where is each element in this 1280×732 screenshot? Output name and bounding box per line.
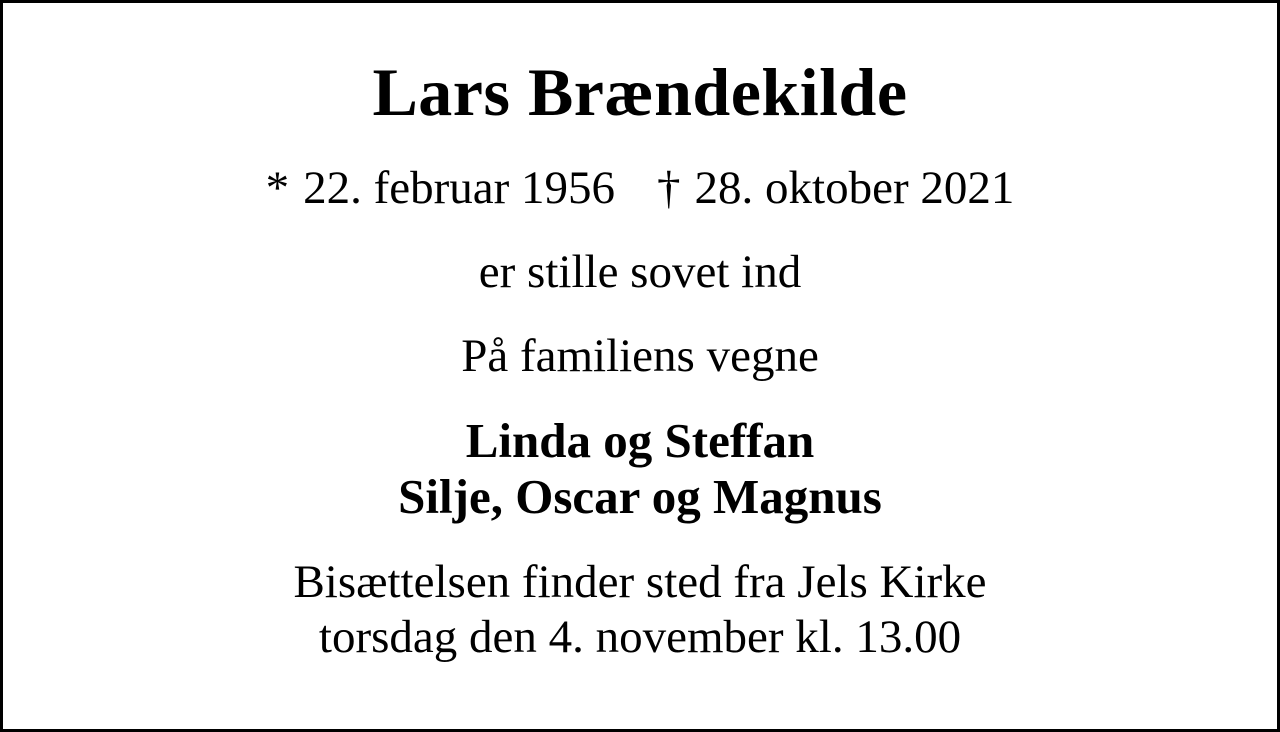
birth-date-text: 22. februar 1956: [303, 162, 616, 214]
epitaph-line: er stille sovet ind: [478, 246, 802, 298]
death-cross-icon: †: [657, 162, 681, 214]
mourners-line-2: Silje, Oscar og Magnus: [398, 469, 882, 524]
mourners-line-1: Linda og Steffan: [465, 413, 815, 468]
death-date-text: 28. oktober 2021: [694, 162, 1015, 214]
death-date: [657, 161, 1014, 215]
mourners: [3, 413, 1277, 525]
deceased-name: Lars Brændekilde: [372, 54, 908, 130]
born-asterisk-icon: *: [265, 162, 290, 214]
on-behalf-line: På familiens vegne: [461, 330, 819, 382]
life-dates: [3, 161, 1277, 215]
funeral-line-1: Bisættelsen finder sted fra Jels Kirke: [293, 556, 987, 608]
birth-date: [266, 161, 615, 215]
funeral-line-2: torsdag den 4. november kl. 13.00: [318, 611, 962, 663]
funeral-info: [3, 555, 1277, 665]
